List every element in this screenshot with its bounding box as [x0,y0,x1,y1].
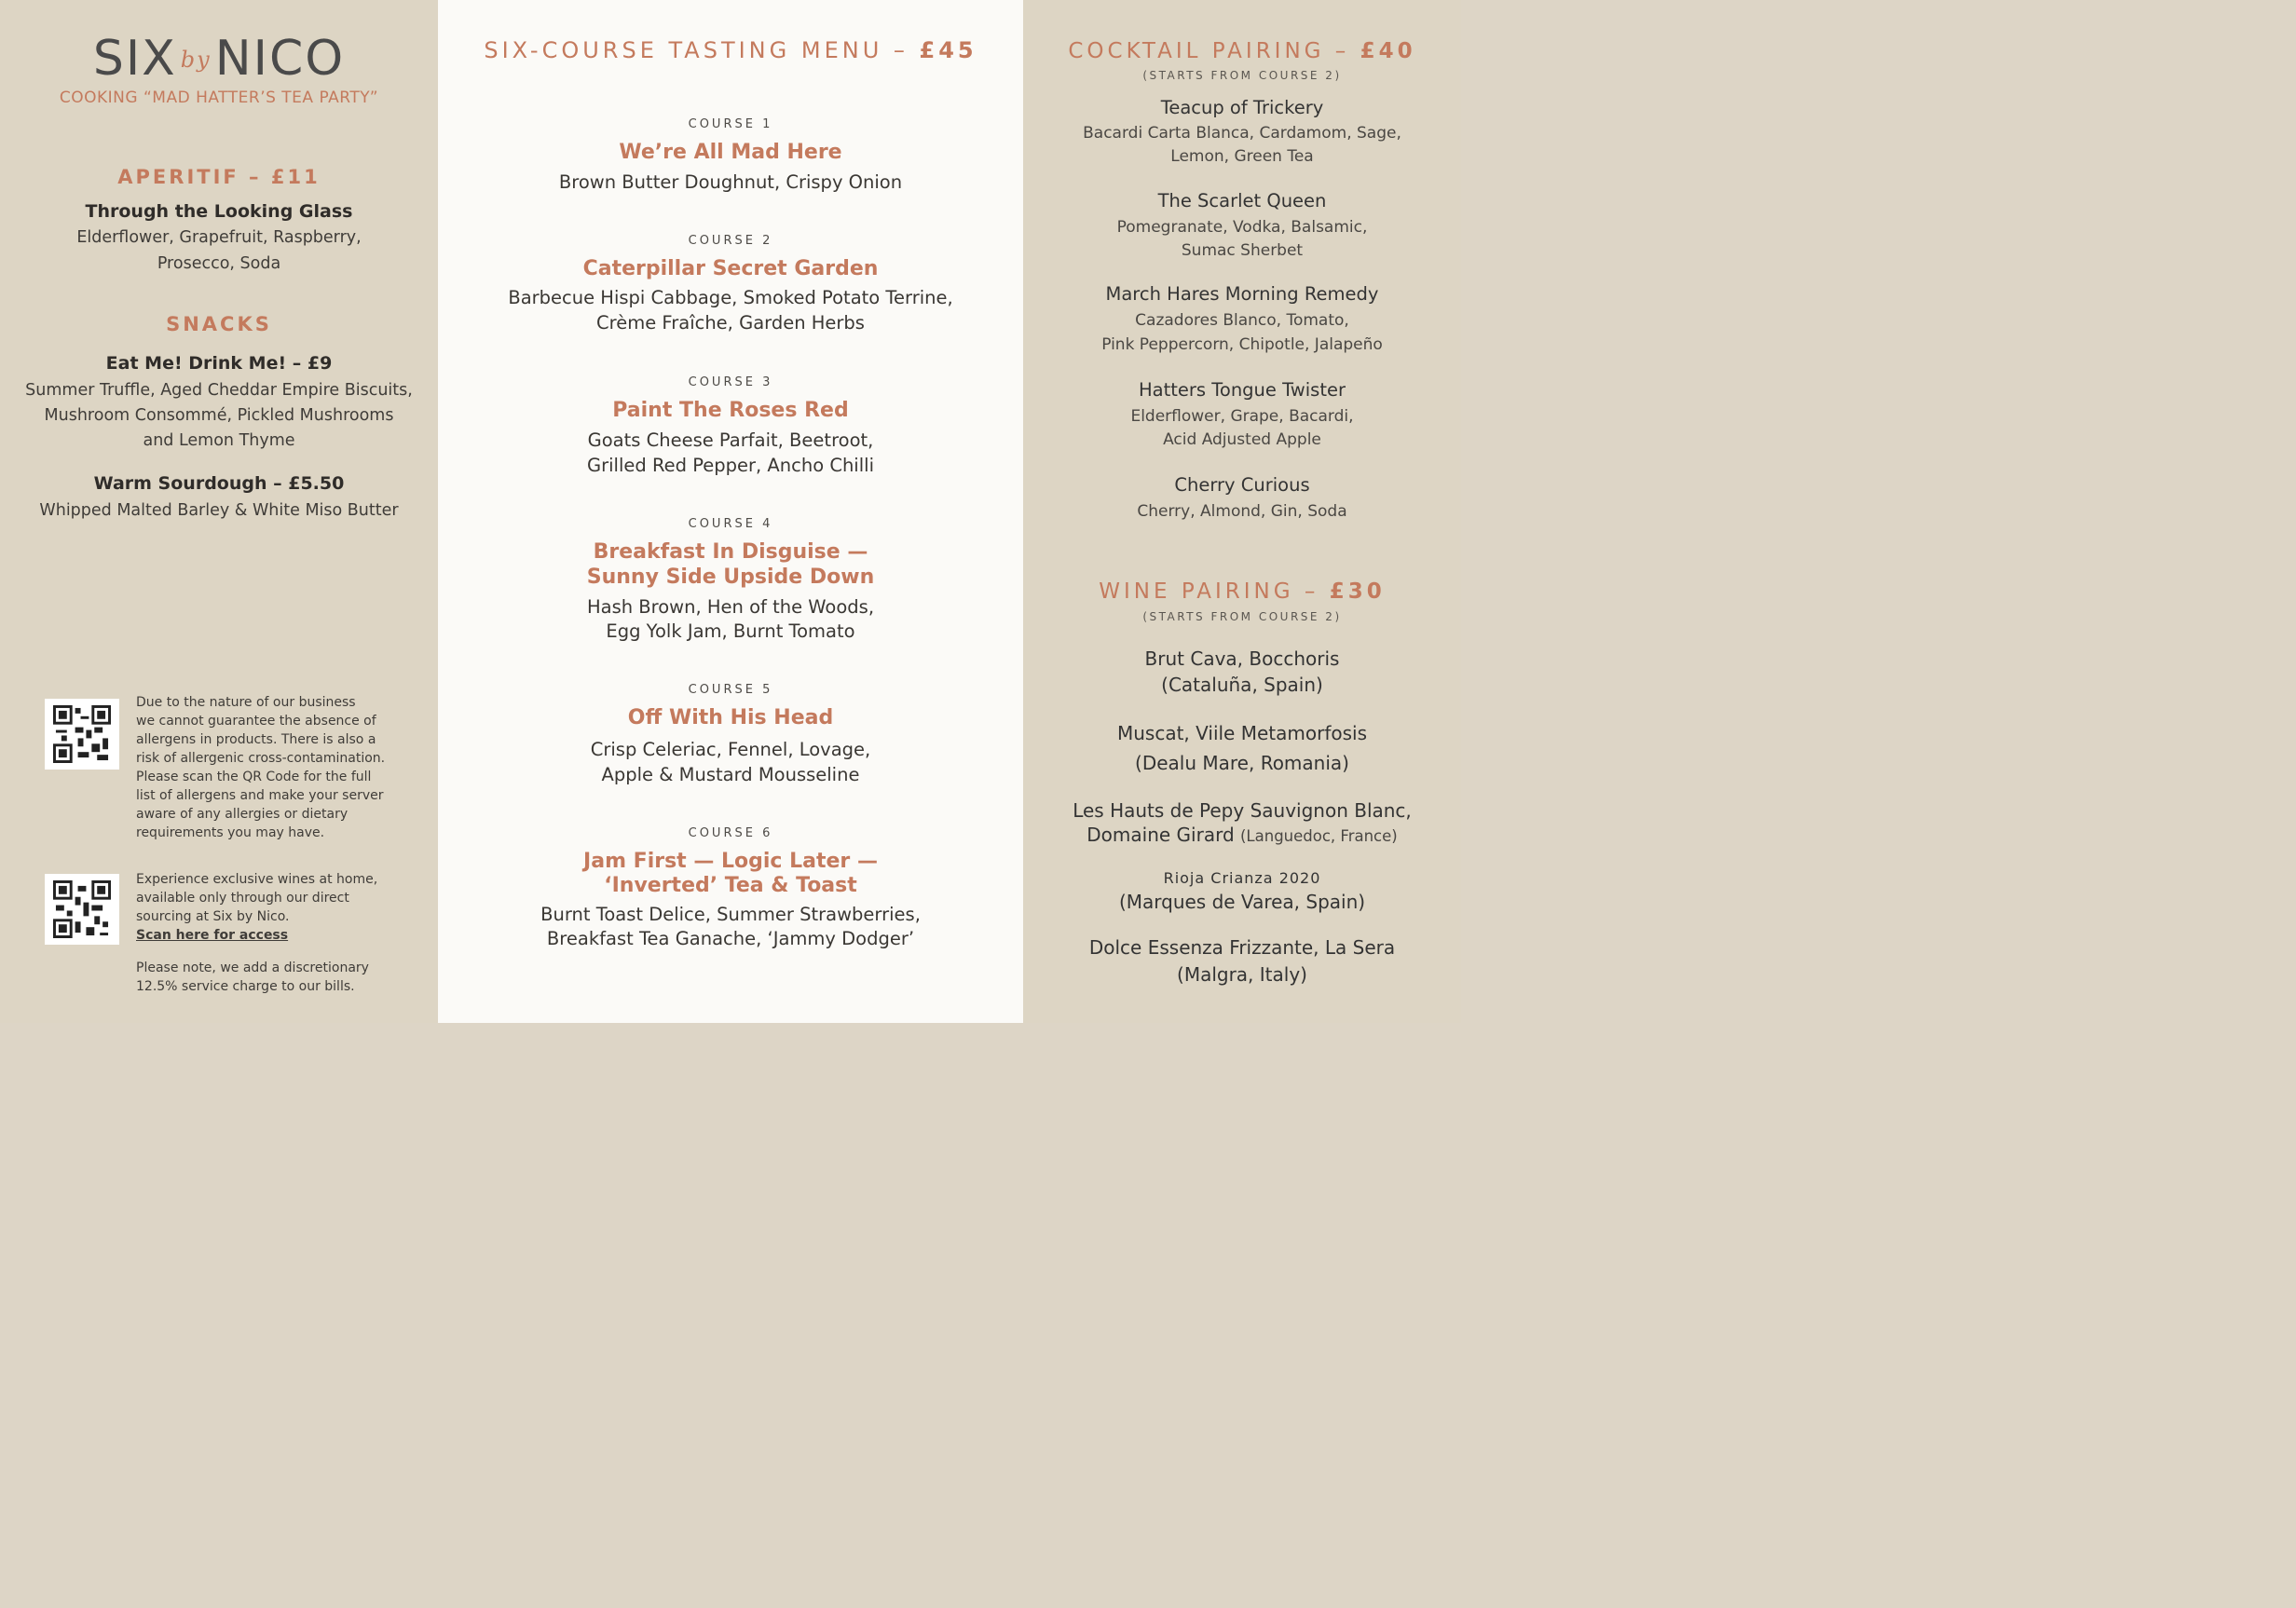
course-desc: Goats Cheese Parfait, Beetroot, [587,429,874,451]
course-name: Sunny Side Upside Down [586,566,875,589]
cocktail-heading-text: COCKTAIL PAIRING – [1068,39,1360,63]
course-desc: Barbecue Hispi Cabbage, Smoked Potato Terrine, [508,287,953,308]
course-label: COURSE 6 [688,826,773,840]
cocktail-price: £40 [1360,39,1416,63]
allergen-notice [136,693,406,842]
course-name: Off With His Head [627,706,834,729]
aperitif-desc-2: Prosecco, Soda [157,254,281,273]
wine-name: Brut Cava, Bocchoris [1144,647,1340,670]
wines-notice [136,870,406,945]
course-desc: Apple & Mustard Mousseline [601,764,860,785]
allergen-qr-code[interactable] [45,699,119,770]
allergen-line: list of allergens and make your server [136,788,384,803]
course-desc: Grilled Red Pepper, Ancho Chilli [587,455,874,476]
brand-six: SIX [92,31,177,87]
tasting-menu-panel [438,0,1023,1023]
course-desc: Crisp Celeriac, Fennel, Lovage, [590,739,871,760]
brand-logo [0,26,438,92]
allergen-line: Please scan the QR Code for the full [136,770,372,784]
left-panel [0,0,438,1023]
allergen-line: we cannot guarantee the absence of [136,714,376,729]
brand-nico: NICO [214,31,346,87]
cocktail-desc: Acid Adjusted Apple [1163,430,1321,449]
wine-region: (Languedoc, France) [1240,827,1398,845]
course-label: COURSE 1 [688,117,773,131]
wine-region: (Malgra, Italy) [1177,963,1307,986]
course-name: Breakfast In Disguise — [593,540,868,564]
cocktail-desc: Cazadores Blanco, Tomato, [1135,311,1349,330]
course-desc: Egg Yolk Jam, Burnt Tomato [606,620,855,642]
course-desc: Breakfast Tea Ganache, ‘Jammy Dodger’ [546,928,915,949]
wine-name: Rioja Crianza 2020 [1163,869,1321,887]
course-label: COURSE 5 [688,683,773,697]
cocktail-desc: Bacardi Carta Blanca, Cardamom, Sage, [1083,124,1401,143]
course-desc: Brown Butter Doughnut, Crispy Onion [558,171,903,193]
allergen-line: Due to the nature of our business [136,695,356,710]
cocktail-desc: Cherry, Almond, Gin, Soda [1137,502,1347,521]
wine-note: (STARTS FROM COURSE 2) [1142,610,1342,623]
course-name: Paint The Roses Red [612,399,849,422]
cocktail-name: Cherry Curious [1174,474,1310,496]
cocktail-desc: Sumac Sherbet [1181,241,1304,260]
wine-pairing-heading [1023,579,1461,604]
course-label: COURSE 2 [688,234,773,248]
snack-desc-1-2: Mushroom Consommé, Pickled Mushrooms [44,406,394,425]
wines-line: available only through our direct [136,891,349,906]
course-desc: Crème Fraîche, Garden Herbs [596,312,865,334]
wine-region: (Marques de Varea, Spain) [1118,891,1366,913]
cocktail-desc: Lemon, Green Tea [1170,147,1314,166]
snack-name-2: Warm Sourdough – £5.50 [93,473,345,494]
allergen-line: requirements you may have. [136,825,325,840]
wine-qr-code[interactable] [45,874,119,945]
course-name: ‘Inverted’ Tea & Toast [604,874,857,897]
service-charge-notice [136,959,406,996]
cocktail-desc: Pomegranate, Vodka, Balsamic, [1116,218,1368,237]
course-name: Caterpillar Secret Garden [582,257,879,280]
course-name: We’re All Mad Here [619,141,842,164]
snack-desc-1-3: and Lemon Thyme [143,431,295,450]
tasting-price: £45 [919,37,977,63]
scan-for-access-link[interactable]: Scan here for access [136,928,289,943]
cocktail-name: The Scarlet Queen [1157,190,1327,211]
allergen-line: risk of allergenic cross-contamination. [136,751,386,766]
cocktail-name: March Hares Morning Remedy [1105,283,1379,305]
cocktail-pairing-heading [1023,39,1461,63]
snack-desc-2-1: Whipped Malted Barley & White Miso Butter [39,501,399,520]
wine-name: Les Hauts de Pepy Sauvignon Blanc, [1073,799,1412,822]
snacks-heading: SNACKS [166,313,272,335]
brand-subtitle: COOKING “MAD HATTER’S TEA PARTY” [59,89,379,107]
tasting-title-text: SIX-COURSE TASTING MENU – [484,37,920,63]
cocktail-desc: Pink Peppercorn, Chipotle, Jalapeño [1101,335,1383,354]
wines-line: Experience exclusive wines at home, [136,872,378,887]
wines-line: sourcing at Six by Nico. [136,909,290,924]
qr-code-icon [51,880,113,938]
aperitif-name: Through the Looking Glass [85,201,353,222]
snack-name-1: Eat Me! Drink Me! – £9 [105,353,333,374]
pairings-panel [1023,0,1461,1023]
course-desc: Hash Brown, Hen of the Woods, [586,596,875,618]
wine-heading-text: WINE PAIRING – [1099,579,1330,604]
course-desc: Burnt Toast Delice, Summer Strawberries, [540,904,921,925]
cocktail-desc: Elderflower, Grape, Bacardi, [1130,407,1354,426]
course-label: COURSE 3 [688,375,773,389]
wine-price: £30 [1329,579,1386,604]
cocktail-name: Teacup of Trickery [1160,97,1324,118]
cocktail-name: Hatters Tongue Twister [1139,379,1346,401]
brand-by: by [180,47,212,73]
aperitif-desc-1: Elderflower, Grapefruit, Raspberry, [76,228,362,247]
wine-name-line-2 [1023,823,1461,849]
allergen-line: allergens in products. There is also a [136,732,376,747]
course-name: Jam First — Logic Later — [583,850,878,873]
wine-region: (Dealu Mare, Romania) [1135,752,1349,774]
wine-name: Dolce Essenza Frizzante, La Sera [1088,936,1396,959]
service-line: Please note, we add a discretionary [136,961,369,975]
wine-region: (Cataluña, Spain) [1161,674,1323,696]
qr-code-icon [51,705,113,763]
wine-producer: Domaine Girard [1086,824,1235,846]
course-label: COURSE 4 [688,517,773,531]
service-line: 12.5% service charge to our bills. [136,979,355,994]
snack-desc-1-1: Summer Truffle, Aged Cheddar Empire Biscuits, [25,381,413,400]
cocktail-note: (STARTS FROM COURSE 2) [1142,69,1342,82]
wine-name: Muscat, Viile Metamorfosis [1116,722,1367,744]
tasting-menu-title [438,37,1023,63]
aperitif-heading: APERITIF – £11 [117,166,321,188]
allergen-line: aware of any allergies or dietary [136,807,348,822]
